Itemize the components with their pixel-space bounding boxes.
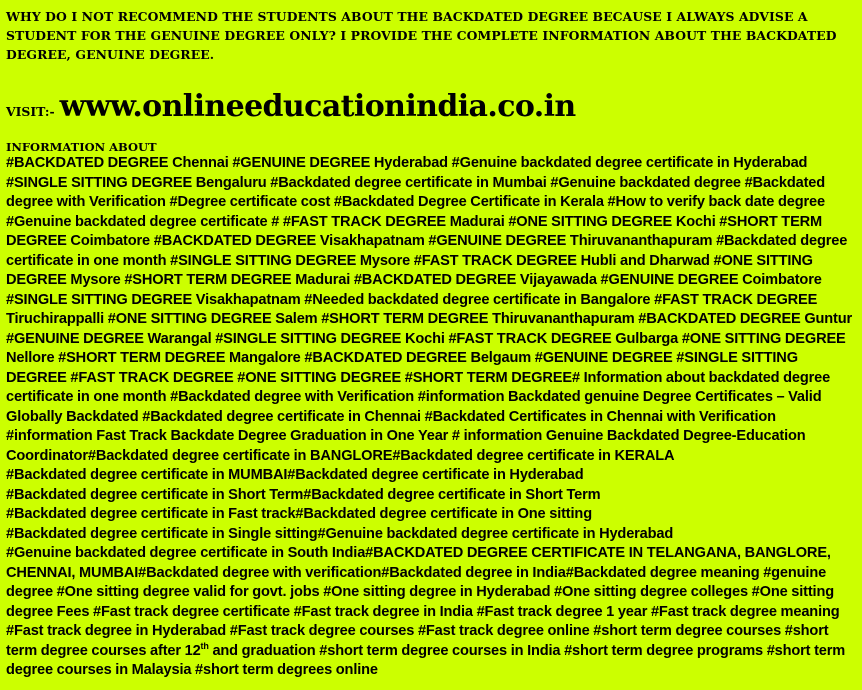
ordinal-suffix: th: [200, 640, 209, 651]
keyword-line: #Backdated degree certificate in MUMBAI#Backdated degree certificate in Hyderabad: [6, 467, 584, 483]
info-title: INFORMATION ABOUT: [6, 140, 157, 154]
keyword-line: #Backdated degree certificate in Fast track#Backdated degree certificate in One sitting: [6, 506, 592, 522]
visit-label: VISIT:-: [6, 103, 55, 119]
keyword-text: #Genuine backdated degree certificate in South India#BACKDATED DEGREE CERTIFICATE IN TELANGANA, BANGLORE, CHENNAI, MUMBAI#Backdated degree with verification#Backdated degree in India#Backdated degree meaning #genuine degree #One sitting degree valid for govt. jobs #One sitting degree in Hyderabad #One sitting degree colleges #One sitting degree Fees #Fast track degree certificate #Fast track degree in India #Fast track degree 1 year #Fast track degree meaning #Fast track degree in Hyderabad #Fast track degree courses #Fast track degree online #short term degree courses #short term degree courses after 12: [6, 545, 840, 659]
keyword-paragraph-final: [6, 544, 856, 681]
keyword-paragraph: #BACKDATED DEGREE Chennai #GENUINE DEGREE Hyderabad #Genuine backdated degree certificate in Hyderabad #SINGLE SITTING DEGREE Bengaluru #Backdated degree certificate in Mumbai #Genuine backdated degree #Backdated degree with Verification #Degree certificate cost #Backdated Degree Certificate in Kerala #How to verify back date degree #Genuine backdated degree certificate # #FAST TRACK DEGREE Madurai #ONE SITTING DEGREE Kochi #SHORT TERM DEGREE Coimbatore #BACKDATED DEGREE Visakhapatnam #GENUINE DEGREE Thiruvananthapuram #Backdated degree certificate in one month #SINGLE SITTING DEGREE Mysore #FAST TRACK DEGREE Hubli and Dharwad #ONE SITTING DEGREE Mysore #SHORT TERM DEGREE Madurai #BACKDATED DEGREE Vijayawada #GENUINE DEGREE Coimbatore #SINGLE SITTING DEGREE Visakhapatnam #Needed backdated degree certificate in Bangalore #FAST TRACK DEGREE Tiruchirappalli #ONE SITTING DEGREE Salem #SHORT TERM DEGREE Thiruvananthapuram #BACKDATED DEGREE Guntur #GENUINE DEGREE Warangal #SINGLE SITTING DEGREE Kochi #FAST TRACK DEGREE Gulbarga #ONE SITTING DEGREE Nellore #SHORT TERM DEGREE Mangalore #BACKDATED DEGREE Belgaum #GENUINE DEGREE #SINGLE SITTING DEGREE #FAST TRACK DEGREE #ONE SITTING DEGREE #SHORT TERM DEGREE# Information about backdated degree certificate in one month #Backdated degree with Verification #information Backdated genuine Degree Certificates – Valid Globally Backdated #Backdated degree certificate in Chennai #Backdated Certificates in Chennai with Verification #information Fast Track Backdate Degree Graduation in One Year # information Genuine Backdated Degree-Education Coordinator#Backdated degree certificate in BANGLORE#Backdated degree certificate in KERALA: [6, 155, 853, 464]
header-text: WHY DO I NOT RECOMMEND THE STUDENTS ABOUT THE BACKDATED DEGREE BECAUSE I ALWAYS ADVISE A STUDENT FOR THE GENUINE DEGREE ONLY? I PROVIDE THE COMPLETE INFORMATION ABOUT THE BACKDATED DEGREE, GENUINE DEGREE.: [6, 9, 837, 62]
visit-row: [6, 86, 856, 126]
keyword-text-tail: and graduation #short term degree courses in India #short term degree programs #short term degree courses in Malaysia #short term degrees online: [6, 642, 846, 678]
keyword-block: [6, 154, 856, 681]
keyword-line: #Backdated degree certificate in Short Term#Backdated degree certificate in Short Term: [6, 486, 601, 503]
keyword-line: #Backdated degree certificate in Single sitting#Genuine backdated degree certificate in Hyderabad: [6, 525, 674, 542]
website-link[interactable]: www.onlineeducationindia.co.in: [59, 88, 576, 124]
